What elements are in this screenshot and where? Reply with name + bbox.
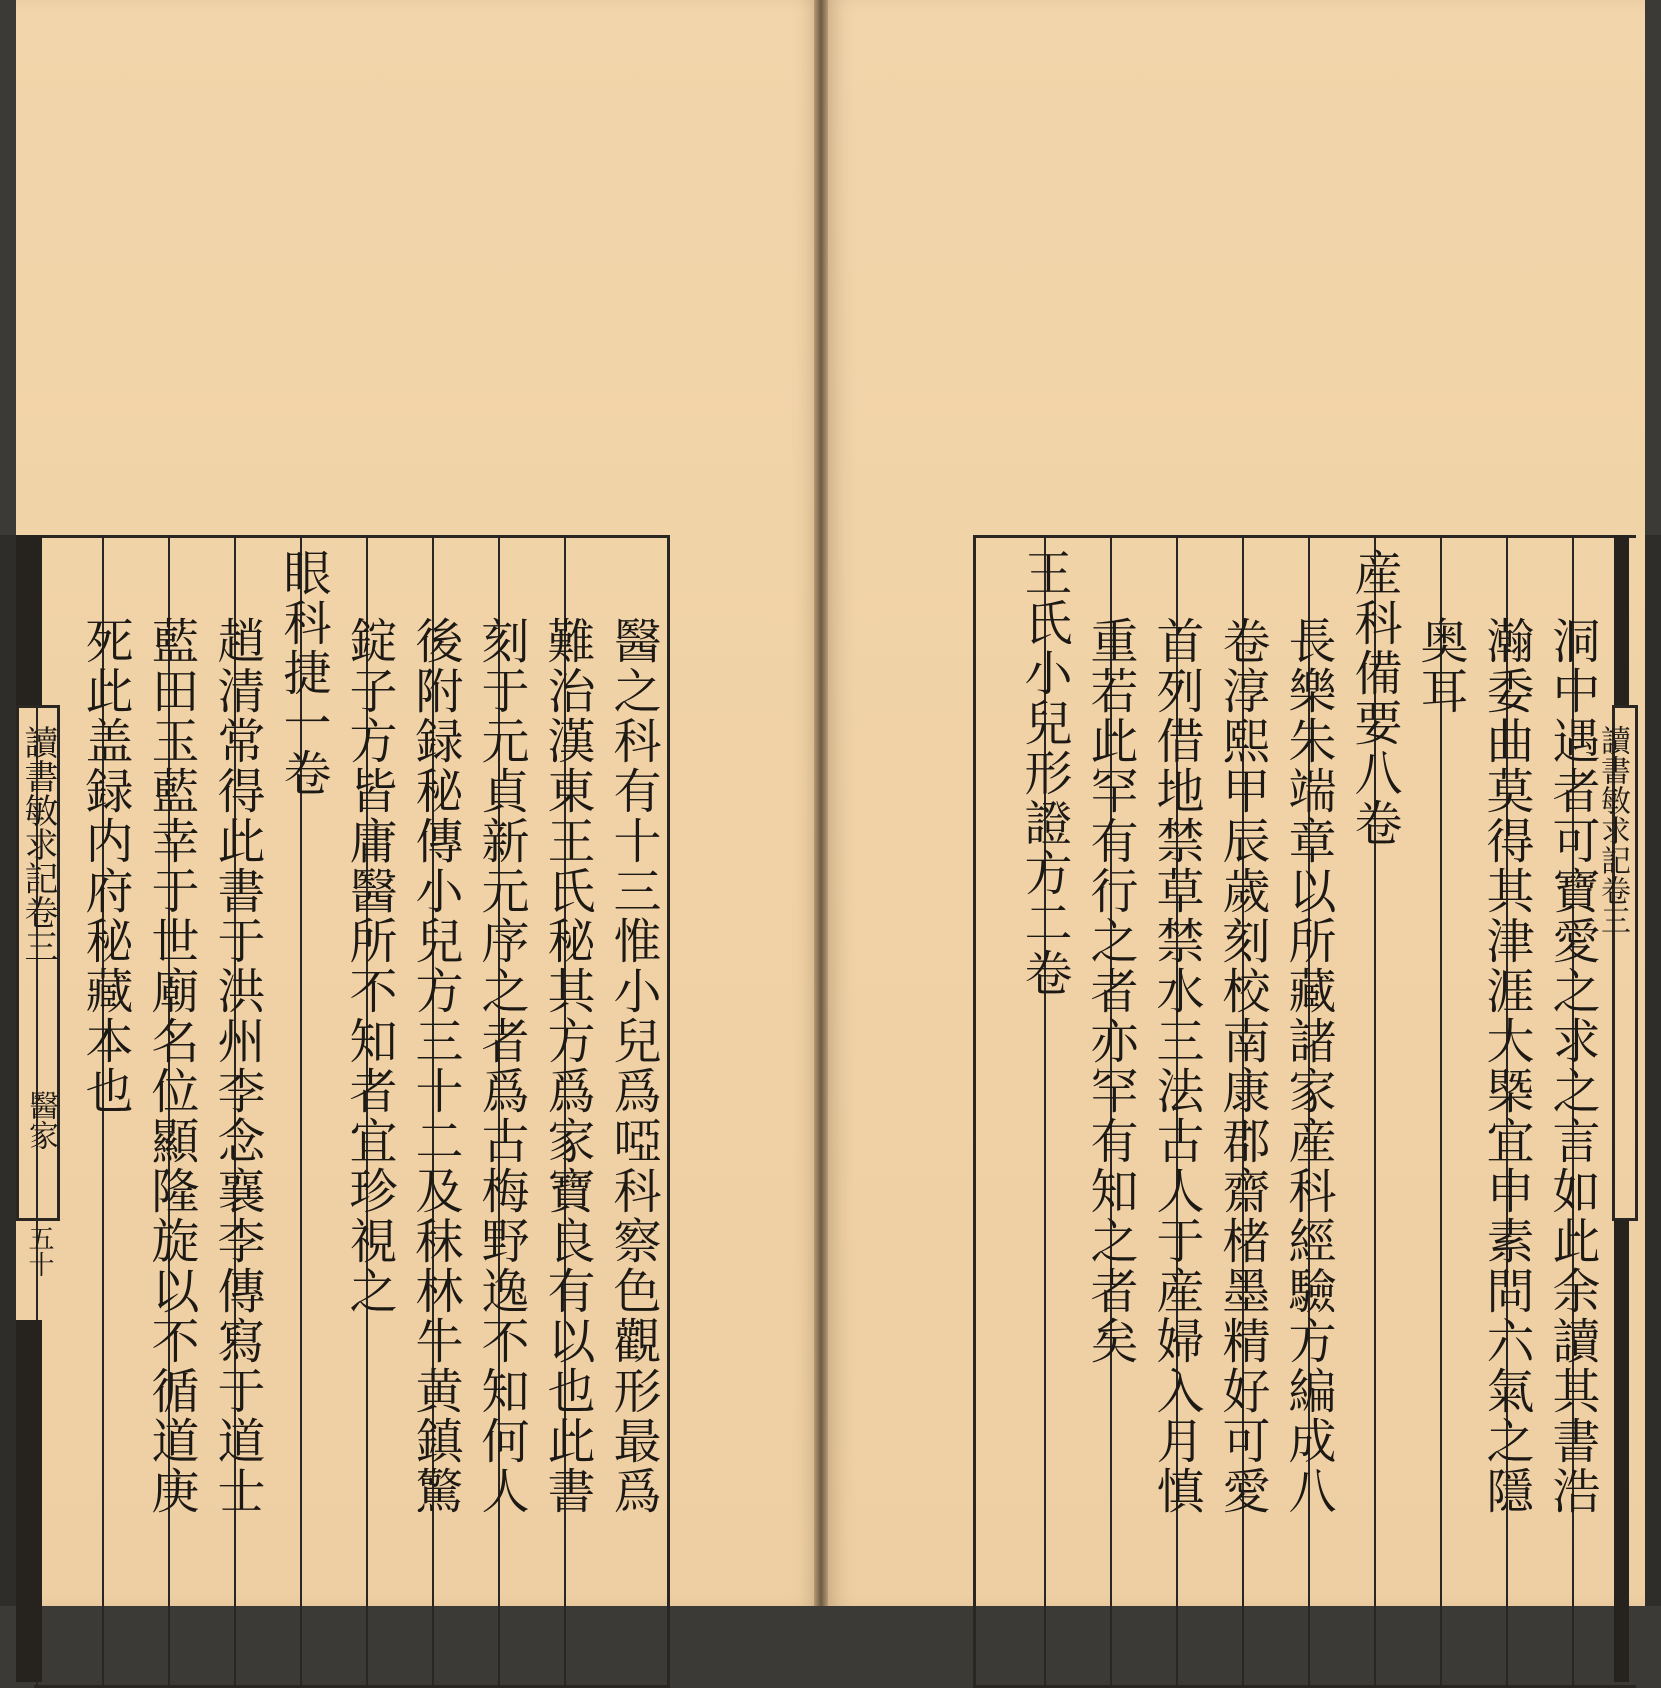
text-column-3: 刻于元貞新元序之者爲古梅野逸不知何人 xyxy=(473,616,529,1516)
section-heading: 眼科捷一卷 xyxy=(275,548,331,798)
band-black-bottom-right xyxy=(1614,1220,1629,1682)
text-column-1: 醫之科有十三惟小兒爲啞科察色觀形最爲 xyxy=(605,616,661,1516)
text-column-2: 瀚委曲莫得其津涯大槩宜申素問六氣之隱 xyxy=(1478,616,1534,1516)
text-column-2: 難治漢東王氏秘其方爲家寶良有以也此書 xyxy=(539,616,595,1516)
text-column-7: 趙清常得此書于洪州李念襄李傳寫于道士 xyxy=(209,616,265,1516)
text-column-1: 洞中遇者可寶愛之求之言如此余讀其書浩 xyxy=(1544,616,1600,1516)
band-title-left: 讀書敏求記卷三 xyxy=(18,725,58,963)
right-binding-board xyxy=(1645,535,1661,1606)
text-column-5: 長樂朱端章以所藏諸家産科經驗方編成八 xyxy=(1280,616,1336,1516)
left-text-frame xyxy=(34,535,670,1688)
folio-number: 五十 xyxy=(24,1225,54,1277)
text-column-8: 重若此罕有行之者亦罕有知之者矣 xyxy=(1082,616,1138,1366)
band-black-top-right xyxy=(1614,535,1629,705)
text-column-9: 死此盖録内府秘藏本也 xyxy=(77,616,133,1116)
section-heading: 王氏小兒形證方二卷 xyxy=(1016,548,1072,998)
band-black-bottom xyxy=(16,1320,42,1682)
band-title-right: 讀書敏求記卷三 xyxy=(1595,725,1630,935)
text-column-8: 藍田玉藍幸于世廟名位顯隆旋以不循道庚 xyxy=(143,616,199,1516)
right-text-frame xyxy=(973,535,1636,1688)
text-column-7: 首列借地禁草禁水三法古人于産婦入月慎 xyxy=(1148,616,1204,1516)
text-column-4: 後附録秘傳小兒方三十二及秣林牛黄鎮驚 xyxy=(407,616,463,1516)
left-binding-board xyxy=(0,535,16,1606)
band-section-left: 醫家 xyxy=(23,1090,58,1150)
section-heading: 産科備要八卷 xyxy=(1346,548,1402,848)
text-column-5: 錠子方皆庸醫所不知者宜珍視之 xyxy=(341,616,397,1316)
book-gutter xyxy=(814,0,828,1606)
band-black-top xyxy=(16,535,42,705)
text-column-6: 卷淳熙甲辰歲刻校南康郡齋楮墨精好可愛 xyxy=(1214,616,1270,1516)
text-column-3: 奥耳 xyxy=(1412,616,1468,716)
